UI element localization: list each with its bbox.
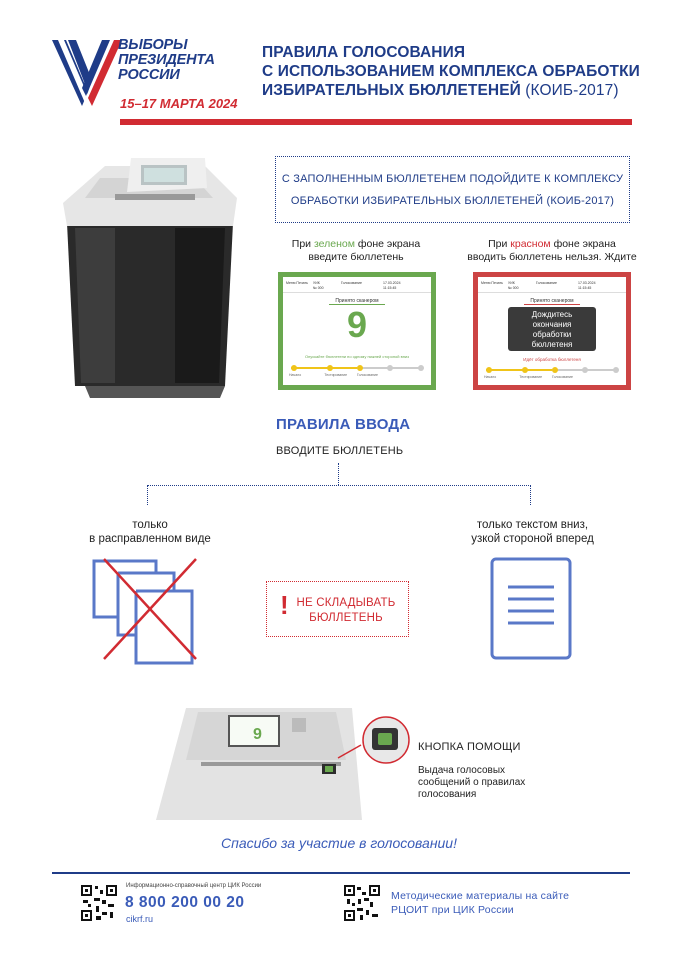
koib-top-photo: [156, 700, 416, 820]
caption-text: При: [291, 238, 314, 250]
wait-line: окончания: [532, 320, 572, 329]
step-label: Начало: [484, 375, 497, 379]
folded-ballot-crossed-icon: [88, 555, 203, 670]
wait-line: Дождитесь: [531, 310, 573, 319]
screen-menu-text: Меню Печать: [286, 281, 308, 285]
logo-line: РОССИИ: [118, 67, 180, 83]
screen-date: 17.03.2024: [578, 281, 596, 285]
connector: [338, 463, 339, 485]
caption-text: фоне экрана: [354, 238, 421, 250]
caption-text: вводить бюллетень нельзя. Ждите: [467, 251, 637, 263]
qr-code-icon[interactable]: [343, 884, 381, 922]
screen-menu-text: Меню Печать: [481, 281, 503, 285]
screen-mode: Голосование: [341, 281, 362, 285]
screen-date: 17.03.2024: [383, 281, 401, 285]
photo-screen-count: 9: [253, 726, 262, 743]
header-divider: [120, 119, 632, 125]
wait-line: бюллетеня: [531, 340, 573, 349]
title-line: С ИСПОЛЬЗОВАНИЕМ КОМПЛЕКСА ОБРАБОТКИ: [262, 63, 640, 80]
accepted-label: Принято сканером: [329, 298, 384, 305]
rule-unfolded: [70, 518, 230, 546]
rules-title: ПРАВИЛА ВВОДА: [276, 416, 411, 433]
instruction-line: ОБРАБОТКИ ИЗБИРАТЕЛЬНЫХ БЮЛЛЕТЕНЕЙ (КОИБ-2017): [290, 194, 615, 207]
screen-topbar: [283, 277, 431, 293]
accepted-label: Принято сканером: [524, 298, 579, 305]
method-line: Методические материалы на сайте: [391, 890, 570, 902]
rule-text-down: [445, 518, 620, 546]
title-line: ПРАВИЛА ГОЛОСОВАНИЯ: [262, 44, 466, 61]
caption-color-word: зеленом: [313, 238, 355, 250]
method-line: РЦОИТ при ЦИК России: [391, 904, 514, 916]
caption-text: При: [488, 238, 511, 250]
step-label: Голосование: [357, 373, 378, 377]
logo-line: ВЫБОРЫ: [118, 37, 188, 53]
screen-hint: Опускайте бюллетени по одному нижней стороной вниз: [304, 354, 410, 359]
info-center-label: Информационно-справочный центр ЦИК России: [126, 883, 262, 889]
footer-divider: [52, 872, 630, 874]
logo-text: [118, 38, 215, 83]
help-button-label: КНОПКА ПОМОЩИ: [418, 741, 521, 753]
green-screen: [278, 272, 436, 390]
caption-text: фоне экрана: [550, 238, 616, 250]
qr-code-icon[interactable]: [80, 884, 118, 922]
document-icon: [490, 557, 572, 660]
screen-uik: УИК: [313, 281, 320, 285]
step-label: Начало: [289, 373, 302, 377]
rule-text: только текстом вниз,: [476, 519, 589, 531]
caption-color-word: красном: [510, 238, 551, 250]
red-screen-caption: [467, 238, 637, 264]
red-screen: [473, 272, 631, 390]
title-suffix: (КОИБ-2017): [525, 82, 619, 99]
rule-text: узкой стороной вперед: [471, 533, 594, 545]
screen-topbar: [478, 277, 626, 293]
instruction-line: С ЗАПОЛНЕННЫМ БЮЛЛЕТЕНЕМ ПОДОЙДИТЕ К КОМПЛЕКСУ: [281, 172, 624, 185]
logo-line: ПРЕЗИДЕНТА: [118, 52, 215, 68]
connector: [530, 485, 531, 505]
koib-ballot-box: [55, 158, 245, 403]
title-line: ИЗБИРАТЕЛЬНЫХ БЮЛЛЕТЕНЕЙ: [262, 82, 521, 99]
logo-dates: 15–17 МАРТА 2024: [120, 96, 238, 111]
screen-time: 11:15:45: [578, 286, 592, 290]
screen-mode: Голосование: [536, 281, 557, 285]
connector: [147, 485, 531, 486]
instruction-box: [275, 156, 630, 223]
page-title: [262, 43, 662, 100]
exclamation-icon: !: [280, 590, 289, 620]
help-line: голосования: [418, 789, 477, 800]
screen-time: 11:15:45: [383, 286, 397, 290]
warning-line: НЕ СКЛАДЫВАТЬ: [296, 597, 396, 609]
warning-line: БЮЛЛЕТЕНЬ: [309, 612, 383, 624]
hotline-phone[interactable]: 8 800 200 00 20: [125, 894, 245, 911]
green-screen-caption: [276, 238, 436, 264]
help-button-description: [418, 765, 558, 801]
step-label: Тестирование: [324, 373, 348, 377]
ballot-count: 9: [346, 304, 368, 345]
rules-subtitle: ВВОДИТЕ БЮЛЛЕТЕНЬ: [276, 445, 404, 457]
site-link[interactable]: cikrf.ru: [126, 914, 153, 924]
processing-status: Идёт обработка бюллетеня: [523, 357, 581, 362]
wait-message: [508, 307, 596, 351]
method-materials: [391, 889, 569, 917]
wait-line: обработки: [532, 330, 572, 339]
step-label: Голосование: [552, 375, 573, 379]
warning-text: [296, 596, 396, 626]
connector: [147, 485, 148, 505]
help-line: Выдача голосовых: [418, 765, 506, 776]
thanks-message: Спасибо за участие в голосовании!: [221, 835, 457, 851]
step-label: Тестирование: [519, 375, 543, 379]
screen-uik: УИК: [508, 281, 515, 285]
screen-uik-number: № 000: [508, 286, 519, 290]
screen-uik-number: № 000: [313, 286, 324, 290]
rule-text: в расправленном виде: [89, 533, 211, 545]
help-line: сообщений о правилах: [418, 777, 526, 788]
flag-v-logo: [52, 40, 122, 110]
rule-text: только: [132, 519, 168, 531]
caption-text: введите бюллетень: [308, 251, 404, 263]
